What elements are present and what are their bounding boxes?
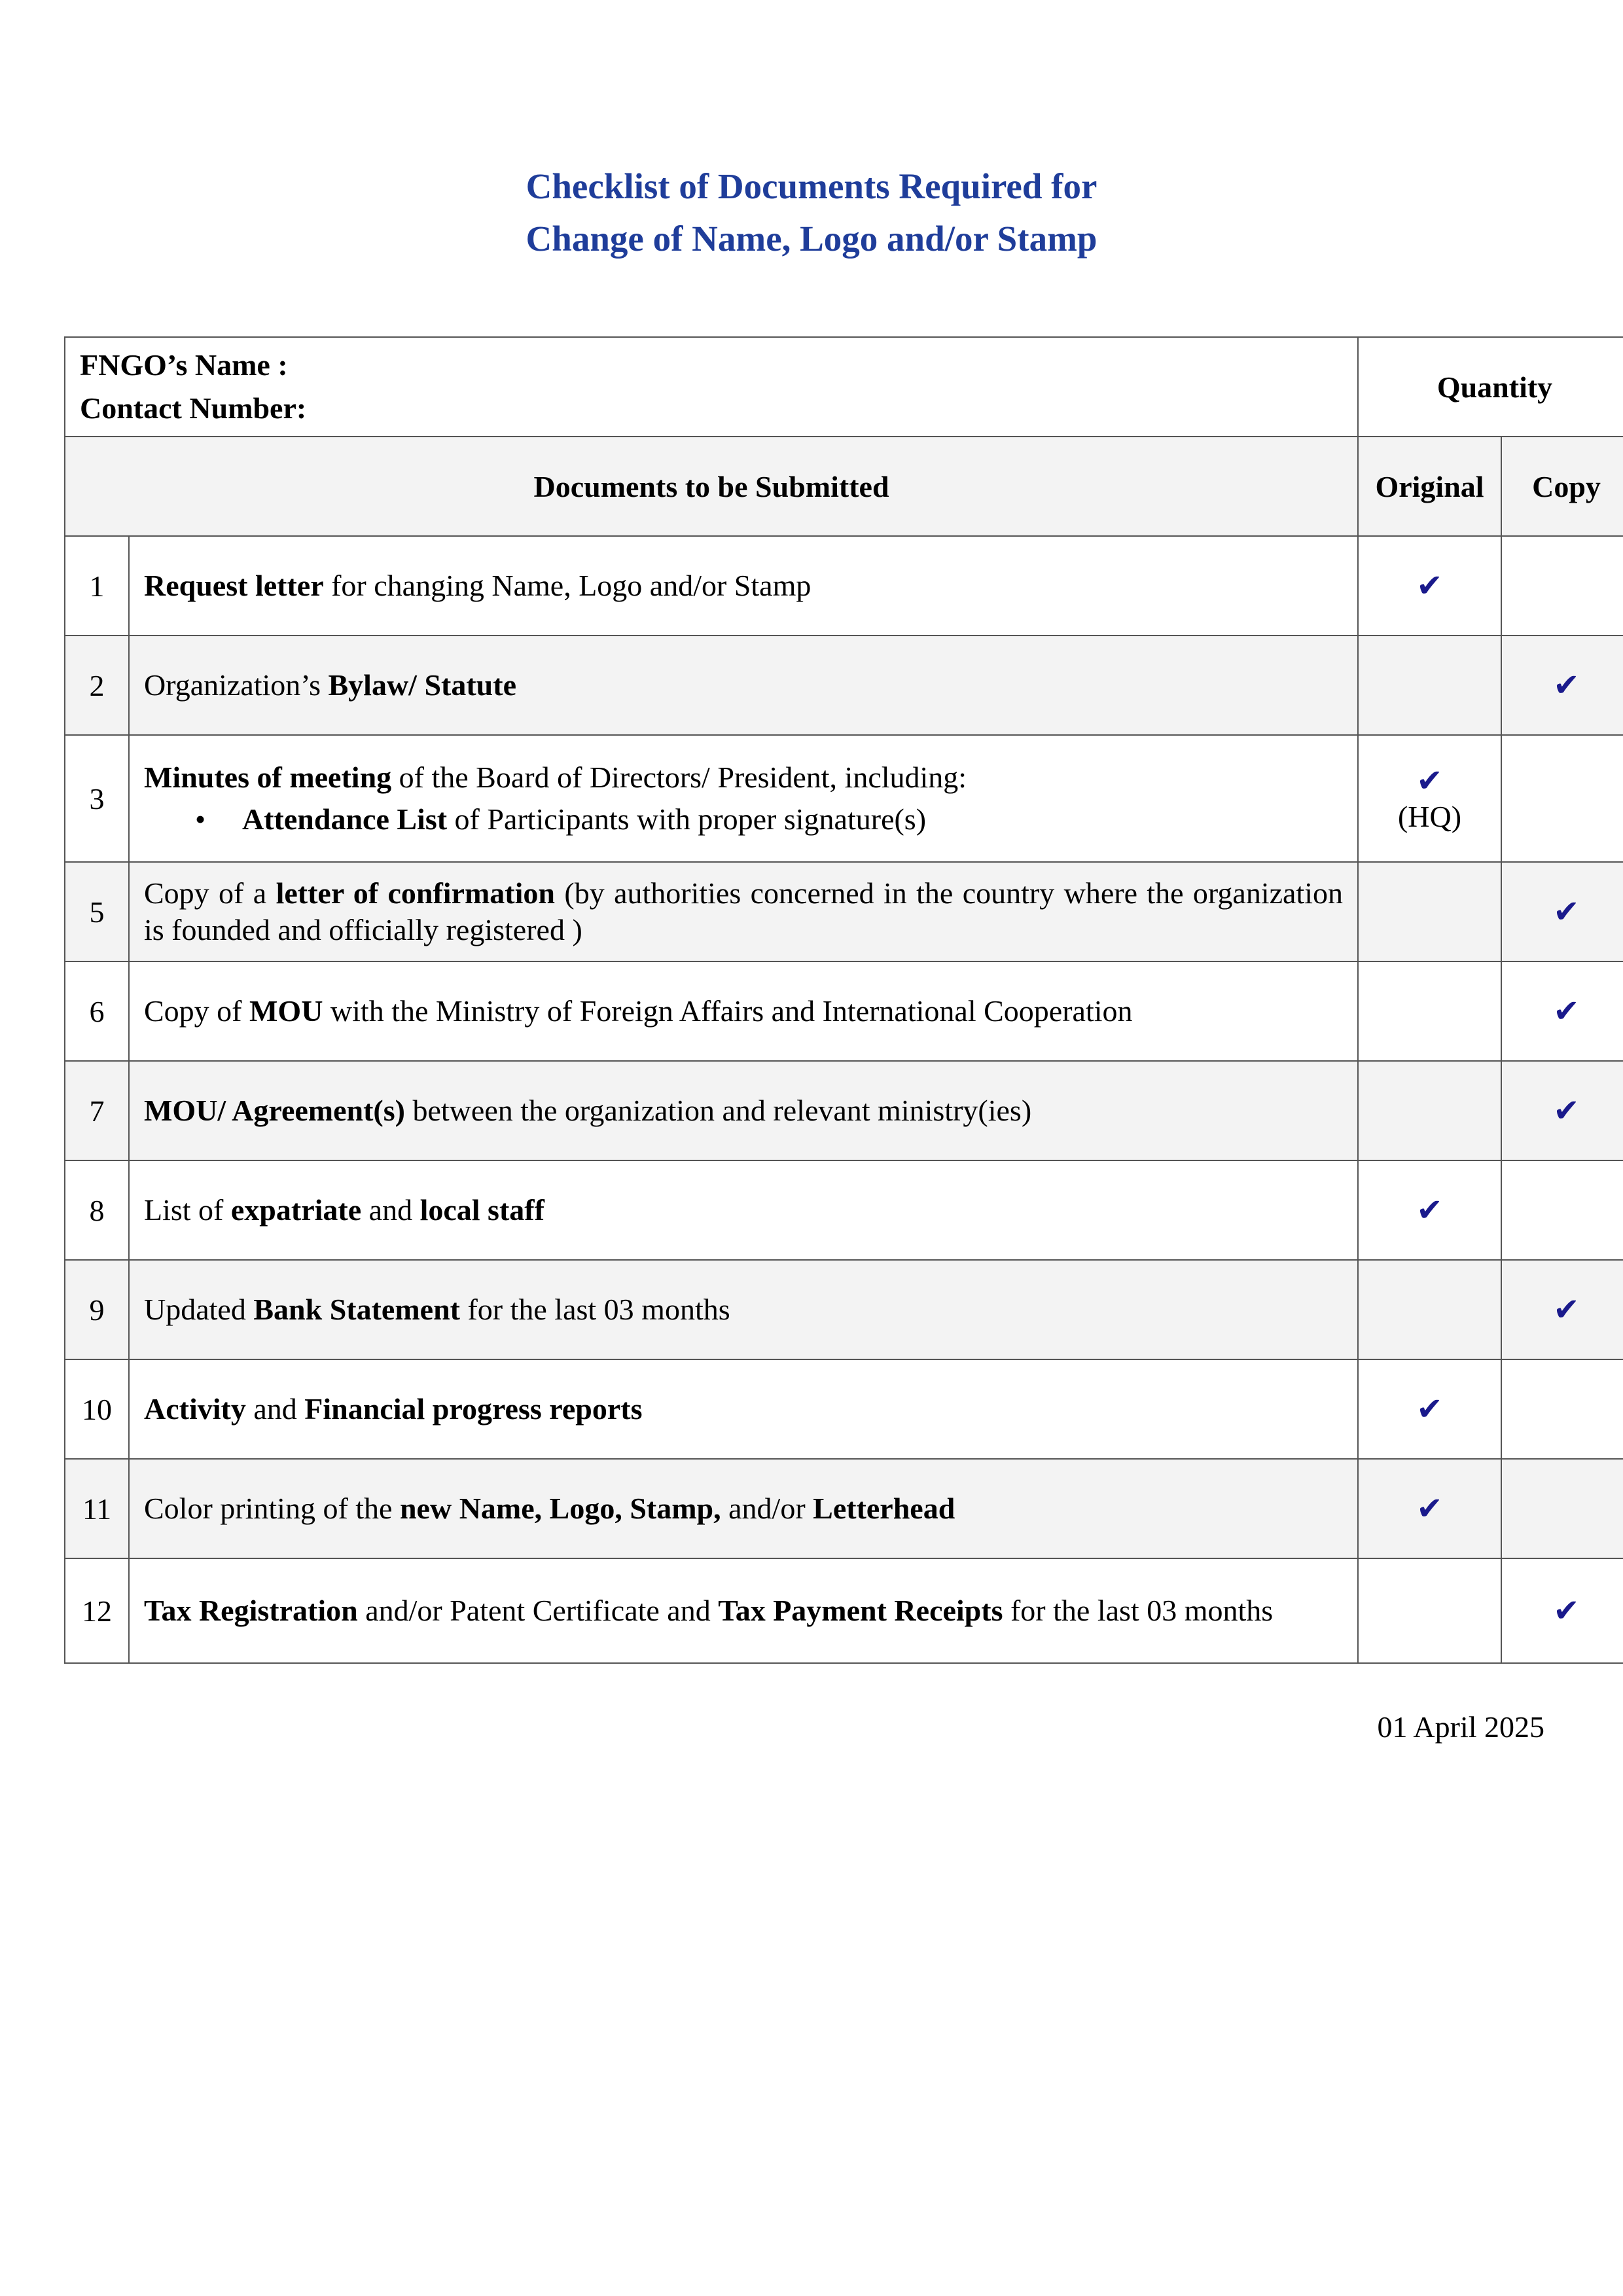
original-cell bbox=[1358, 1061, 1501, 1160]
bold-text-segment: Attendance List bbox=[242, 802, 448, 836]
bold-text-segment: new Name, Logo, Stamp, bbox=[399, 1492, 721, 1525]
document-description bbox=[129, 1459, 1358, 1558]
checkmark-icon: ✔ bbox=[1416, 764, 1443, 798]
copy-cell bbox=[1501, 536, 1623, 636]
quantity-header: Quantity bbox=[1358, 337, 1623, 437]
row-number: 9 bbox=[65, 1260, 129, 1359]
document-description bbox=[129, 636, 1358, 735]
copy-cell bbox=[1501, 735, 1623, 862]
copy-cell bbox=[1501, 1061, 1623, 1160]
document-title bbox=[0, 160, 1623, 265]
bold-text-segment: MOU bbox=[249, 994, 323, 1028]
checkmark-icon: ✔ bbox=[1553, 1293, 1580, 1327]
document-description bbox=[129, 1061, 1358, 1160]
text-segment: Copy of a bbox=[144, 876, 276, 910]
bold-text-segment: Bank Statement bbox=[253, 1293, 460, 1326]
document-description bbox=[129, 735, 1358, 862]
checklist-row bbox=[65, 1260, 1623, 1359]
text-segment: (by authorities concerned in the country where the organization is founded and officially registered ) bbox=[144, 876, 1344, 946]
original-cell bbox=[1358, 636, 1501, 735]
original-cell bbox=[1358, 862, 1501, 961]
document-description bbox=[129, 1260, 1358, 1359]
checkmark-icon: ✔ bbox=[1416, 1193, 1443, 1228]
checkmark-icon: ✔ bbox=[1416, 1492, 1443, 1526]
row-number: 1 bbox=[65, 536, 129, 636]
document-date: 01 April 2025 bbox=[1377, 1710, 1544, 1744]
document-description bbox=[129, 1558, 1358, 1663]
checklist-rows bbox=[65, 536, 1623, 1663]
original-cell bbox=[1358, 1260, 1501, 1359]
text-segment: Organization’s bbox=[144, 668, 329, 702]
document-description bbox=[129, 1160, 1358, 1260]
bold-text-segment: Letterhead bbox=[813, 1492, 955, 1525]
original-cell bbox=[1358, 536, 1501, 636]
bullet-item bbox=[144, 801, 1343, 838]
bold-text-segment: expatriate bbox=[230, 1193, 362, 1227]
text-segment: and/or Patent Certificate and bbox=[357, 1594, 719, 1627]
document-description bbox=[129, 961, 1358, 1061]
copy-cell bbox=[1501, 1558, 1623, 1663]
bold-text-segment: Financial progress reports bbox=[304, 1392, 643, 1426]
text-segment: of the Board of Directors/ President, including: bbox=[391, 761, 967, 794]
text-segment: and bbox=[245, 1392, 305, 1426]
text-segment: for the last 03 months bbox=[459, 1293, 730, 1326]
original-cell bbox=[1358, 1459, 1501, 1558]
document-description bbox=[129, 1359, 1358, 1459]
original-note: (HQ) bbox=[1397, 800, 1462, 833]
title-line-1: Checklist of Documents Required for bbox=[526, 166, 1097, 206]
description-text bbox=[144, 1392, 643, 1426]
fngo-name-label: FNGO’s Name : bbox=[80, 348, 288, 382]
description-text bbox=[144, 1594, 1273, 1627]
bullet-dot-icon: • bbox=[195, 802, 206, 836]
checkmark-icon: ✔ bbox=[1416, 1392, 1443, 1427]
checklist-table bbox=[64, 336, 1623, 1664]
document-description bbox=[129, 536, 1358, 636]
copy-header: Copy bbox=[1501, 437, 1623, 536]
checklist-row bbox=[65, 1160, 1623, 1260]
checkmark-icon: ✔ bbox=[1553, 895, 1580, 929]
description-text bbox=[144, 761, 967, 794]
text-segment: Copy of bbox=[144, 994, 249, 1028]
contact-number-label: Contact Number: bbox=[80, 391, 307, 425]
checklist-row bbox=[65, 735, 1623, 862]
copy-cell bbox=[1501, 862, 1623, 961]
row-number: 5 bbox=[65, 862, 129, 961]
checkmark-icon: ✔ bbox=[1553, 1594, 1580, 1628]
copy-cell bbox=[1501, 1459, 1623, 1558]
checklist-row bbox=[65, 1459, 1623, 1558]
bold-text-segment: Tax Registration bbox=[144, 1594, 358, 1627]
checklist-row bbox=[65, 1558, 1623, 1663]
copy-cell bbox=[1501, 1160, 1623, 1260]
checklist-row bbox=[65, 862, 1623, 961]
text-segment: and/or bbox=[721, 1492, 813, 1525]
checkmark-icon: ✔ bbox=[1553, 668, 1580, 703]
row-number: 6 bbox=[65, 961, 129, 1061]
title-line-2: Change of Name, Logo and/or Stamp bbox=[526, 219, 1097, 259]
checklist-row bbox=[65, 536, 1623, 636]
row-number: 11 bbox=[65, 1459, 129, 1558]
bold-text-segment: Activity bbox=[144, 1392, 246, 1426]
row-number: 10 bbox=[65, 1359, 129, 1459]
bold-text-segment: Bylaw/ Statute bbox=[328, 668, 516, 702]
document-description bbox=[129, 862, 1358, 961]
text-segment: Updated bbox=[144, 1293, 254, 1326]
original-cell bbox=[1358, 1359, 1501, 1459]
fngo-info-cell bbox=[65, 337, 1358, 437]
bold-text-segment: Tax Payment Receipts bbox=[718, 1594, 1003, 1627]
text-segment: for the last 03 months bbox=[1003, 1594, 1274, 1627]
text-segment: for changing Name, Logo and/or Stamp bbox=[323, 569, 812, 602]
copy-cell bbox=[1501, 1260, 1623, 1359]
original-cell bbox=[1358, 735, 1501, 862]
description-text bbox=[144, 569, 811, 602]
text-segment: with the Ministry of Foreign Affairs and International Cooperation bbox=[323, 994, 1133, 1028]
checkmark-icon: ✔ bbox=[1553, 1094, 1580, 1128]
text-segment: Color printing of the bbox=[144, 1492, 400, 1525]
bold-text-segment: letter of confirmation bbox=[276, 876, 555, 910]
row-number: 3 bbox=[65, 735, 129, 862]
checklist-row bbox=[65, 1359, 1623, 1459]
text-segment: List of bbox=[144, 1193, 231, 1227]
column-header-row bbox=[65, 437, 1623, 536]
checklist-row bbox=[65, 1061, 1623, 1160]
checklist-row bbox=[65, 636, 1623, 735]
row-number: 7 bbox=[65, 1061, 129, 1160]
copy-cell bbox=[1501, 1359, 1623, 1459]
copy-cell bbox=[1501, 636, 1623, 735]
checkmark-icon: ✔ bbox=[1553, 994, 1580, 1029]
description-text bbox=[144, 876, 1343, 946]
original-cell bbox=[1358, 961, 1501, 1061]
text-segment: and bbox=[361, 1193, 420, 1227]
bold-text-segment: local staff bbox=[419, 1193, 544, 1227]
description-text bbox=[144, 1193, 544, 1227]
description-text bbox=[144, 1492, 955, 1525]
bold-text-segment: Request letter bbox=[144, 569, 324, 602]
copy-cell bbox=[1501, 961, 1623, 1061]
text-segment: between the organization and relevant ministry(ies) bbox=[404, 1094, 1032, 1127]
description-text bbox=[144, 994, 1133, 1028]
header-info-row bbox=[65, 337, 1623, 437]
text-segment: of Participants with proper signature(s) bbox=[447, 802, 927, 836]
description-text bbox=[144, 668, 516, 702]
original-header: Original bbox=[1358, 437, 1501, 536]
row-number: 2 bbox=[65, 636, 129, 735]
original-cell bbox=[1358, 1558, 1501, 1663]
bullet-text bbox=[190, 801, 1343, 838]
checklist-row bbox=[65, 961, 1623, 1061]
row-number: 12 bbox=[65, 1558, 129, 1663]
description-text bbox=[144, 1293, 730, 1326]
checkmark-icon: ✔ bbox=[1416, 569, 1443, 603]
bold-text-segment: Minutes of meeting bbox=[144, 761, 392, 794]
bold-text-segment: MOU/ Agreement(s) bbox=[144, 1094, 405, 1127]
documents-header: Documents to be Submitted bbox=[65, 437, 1358, 536]
row-number: 8 bbox=[65, 1160, 129, 1260]
original-cell bbox=[1358, 1160, 1501, 1260]
description-text bbox=[144, 1094, 1031, 1127]
